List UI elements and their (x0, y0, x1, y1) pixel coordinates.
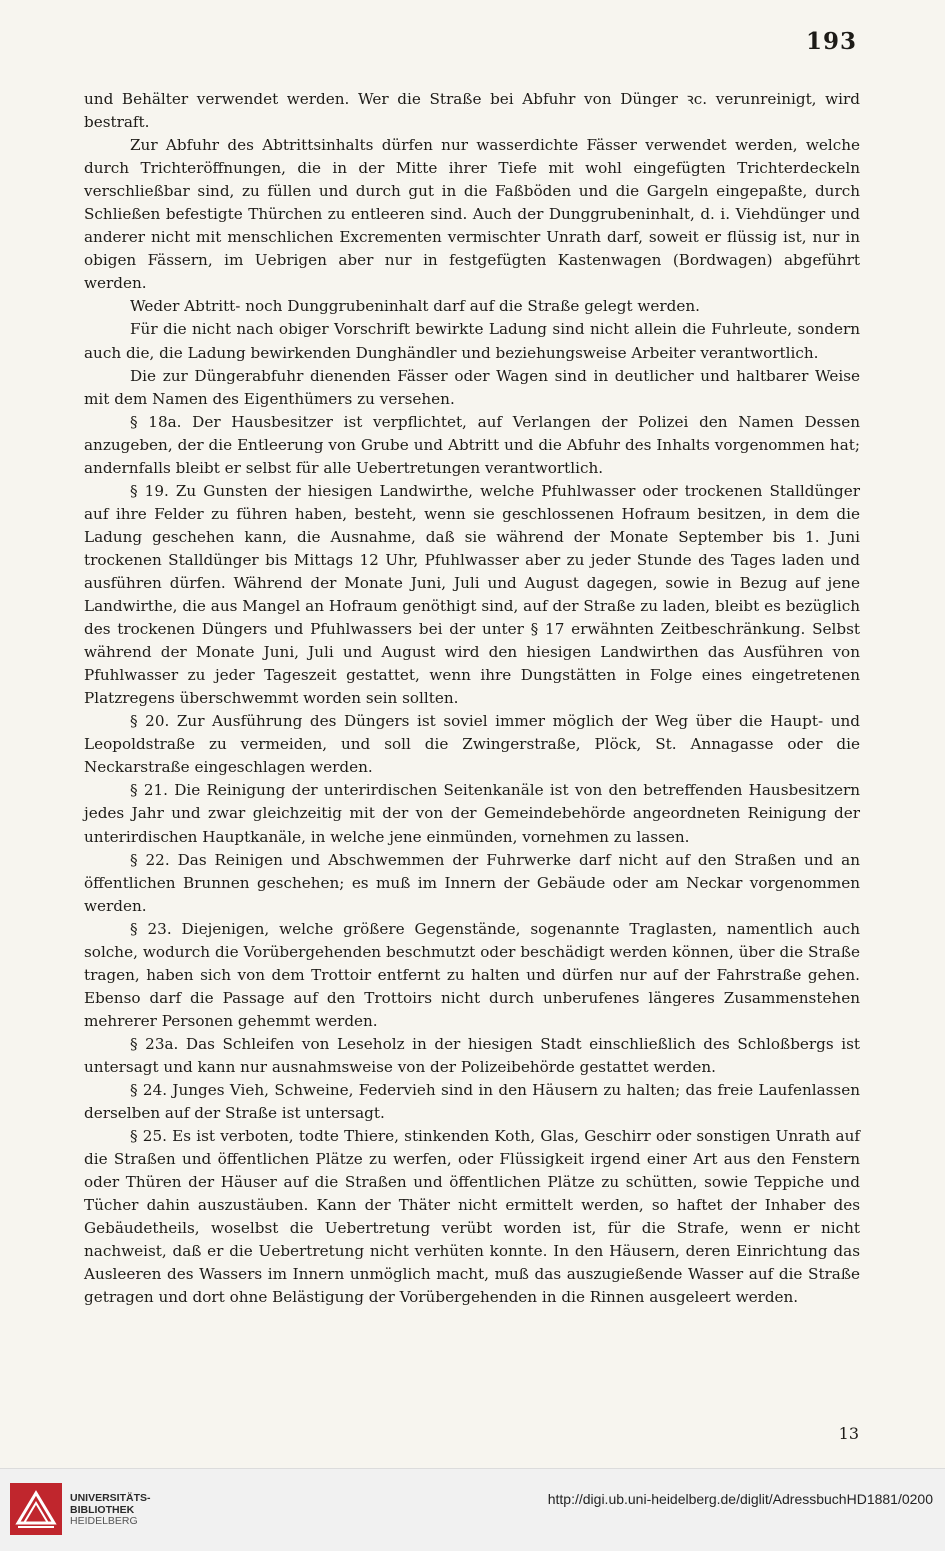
paragraph-section-22: § 22. Das Reinigen und Abschwemmen der Fuhrwerke darf nicht auf den Straßen und an öffentlichen Brunnen geschehen; es muß im Innern der Gebäude oder am Neckar vorgenommen werden. (84, 850, 860, 915)
paragraph-section-24: § 24. Junges Vieh, Schweine, Federvieh sind in den Häusern zu halten; das freie Laufenlassen derselben auf der Straße ist untersagt. (84, 1081, 860, 1123)
paragraph: und Behälter verwendet werden. Wer die Straße bei Abfuhr von Dünger ꝛc. verunreinigt, wird bestraft. (84, 90, 860, 132)
source-url-link[interactable]: http://digi.ub.uni-heidelberg.de/diglit/AdressbuchHD1881/0200 (547, 1491, 933, 1507)
paragraph-section-19: § 19. Zu Gunsten der hiesigen Landwirthe, welche Pfuhlwasser oder trockenen Stalldünger auf ihre Felder zu führen haben, besteht, wenn sie geschlossenen Hofraum besitzen, in dem die Ladung geschehen kann, die Ausnahme, daß sie während der Monate September bis 1. Juni trockenen Stalldünger bis Mittags 12 Uhr, Pfuhlwasser aber zu jeder Stunde des Tages laden und ausführen dürfen. Während der Monate Juni, Juli und August dagegen, sowie in Bezug auf jene Landwirthe, die aus Mangel an Hofraum genöthigt sind, auf der Straße zu laden, bleibt es bezüglich des trockenen Düngers und Pfuhlwassers bei der unter § 17 erwähnten Zeitbeschränkung. Selbst während der Monate Juni, Juli und August wird den hiesigen Landwirthen das Ausführen von Pfuhlwasser zu jeder Tageszeit gestattet, wenn ihre Dungstätten in Folge eines eingetretenen Platzregens überschwemmt worden sein sollten. (84, 481, 860, 708)
library-name (70, 1493, 151, 1528)
paragraph: Zur Abfuhr des Abtrittsinhalts dürfen nur wasserdichte Fässer verwendet werden, welche durch Trichteröffnungen, die in der Mitte ihrer Tiefe mit wohl eingefügten Trichterdeckeln verschließbar sind, zu füllen und durch gut in die Faßböden und die Gargeln eingepaßte, durch Schließen befestigte Thürchen zu entleeren sind. Auch der Dunggrubeninhalt, d. i. Viehdünger und anderer nicht mit menschlichen Excrementen vermischter Unrath darf, soweit er flüssig ist, nur in obigen Fässern, im Uebrigen aber nur in festgefügten Kastenwagen (Bordwagen) abgeführt werden. (84, 136, 860, 293)
paragraph-section-25: § 25. Es ist verboten, todte Thiere, stinkenden Koth, Glas, Geschirr oder sonstigen Unrath auf die Straßen und öffentlichen Plätze zu werfen, oder Flüssigkeit irgend einer Art aus den Fenstern oder Thüren der Häuser auf die Straßen und öffentlichen Plätze zu schütten, sowie Teppiche und Tücher dahin auszustäuben. Kann der Thäter nicht ermittelt werden, so haftet der Inhaber des Gebäudetheils, woselbst die Uebertretung verübt worden ist, für die Strafe, wenn er nicht nachweist, daß er die Uebertretung nicht verhüten konnte. In den Häusern, deren Einrichtung das Ausleeren des Wassers im Innern unmöglich macht, muß das auszugießende Wasser auf die Straße getragen und dort ohne Belästigung der Vorübergehenden in die Rinnen ausgeleert werden. (84, 1127, 860, 1307)
paragraph-section-21: § 21. Die Reinigung der unterirdischen Seitenkanäle ist von den betreffenden Hausbesitzern jedes Jahr und zwar gleichzeitig mit der von der Gemeindebehörde angeordneten Reinigung der unterirdischen Hauptkanäle, in welche jene einmünden, vornehmen zu lassen. (84, 781, 860, 846)
library-logo[interactable] (10, 1483, 240, 1535)
paragraph-section-23a: § 23a. Das Schleifen von Leseholz in der hiesigen Stadt einschließlich des Schloßbergs ist untersagt und kann nur ausnahmsweise von der Polizeibehörde gestattet werden. (84, 1034, 860, 1076)
library-logo-icon (10, 1483, 62, 1535)
library-name-line: UNIVERSITÄTS- (70, 1492, 151, 1504)
paragraph-section-23: § 23. Diejenigen, welche größere Gegenstände, sogenannte Traglasten, namentlich auch solche, wodurch die Vorübergehenden beschmutzt oder beschädigt werden können, über die Straße tragen, haben sich von dem Trottoir entfernt zu halten und dürfen nur auf der Fahrstraße gehen. Ebenso darf die Passage auf den Trottoirs nicht durch unberufenes längeres Zusammenstehen mehrerer Personen gehemmt werden. (84, 919, 860, 1030)
paragraph: Für die nicht nach obiger Vorschrift bewirkte Ladung sind nicht allein die Fuhrleute, sondern auch die, die Ladung bewirkenden Dunghändler und beziehungsweise Arbeiter verantwortlich. (84, 320, 860, 362)
sheet-signature: 13 (838, 1424, 859, 1443)
page-number: 193 (805, 28, 857, 55)
paragraph-section-20: § 20. Zur Ausführung des Düngers ist soviel immer möglich der Weg über die Haupt- und Leopoldstraße zu vermeiden, und soll die Zwingerstraße, Plöck, St. Annagasse oder die Neckarstraße eingeschlagen werden. (84, 712, 860, 777)
paragraph: Die zur Düngerabfuhr dienenden Fässer oder Wagen sind in deutlicher und haltbarer Weise mit dem Namen des Eigenthümers zu versehen. (84, 366, 860, 408)
viewer-footer (0, 1468, 945, 1551)
library-name-line: BIBLIOTHEK (70, 1503, 135, 1516)
library-name-line: HEIDELBERG (70, 1515, 138, 1527)
paragraph-section-18a: § 18a. Der Hausbesitzer ist verpflichtet, auf Verlangen der Polizei den Namen Dessen anzugeben, der die Entleerung von Grube und Abtritt und die Abfuhr des Inhalts vorgenommen hat; andernfalls bleibt er selbst für alle Uebertretungen verantwortlich. (84, 412, 860, 477)
document-body (84, 88, 860, 1309)
paragraph: Weder Abtritt- noch Dunggrubeninhalt darf auf die Straße gelegt werden. (130, 297, 700, 316)
